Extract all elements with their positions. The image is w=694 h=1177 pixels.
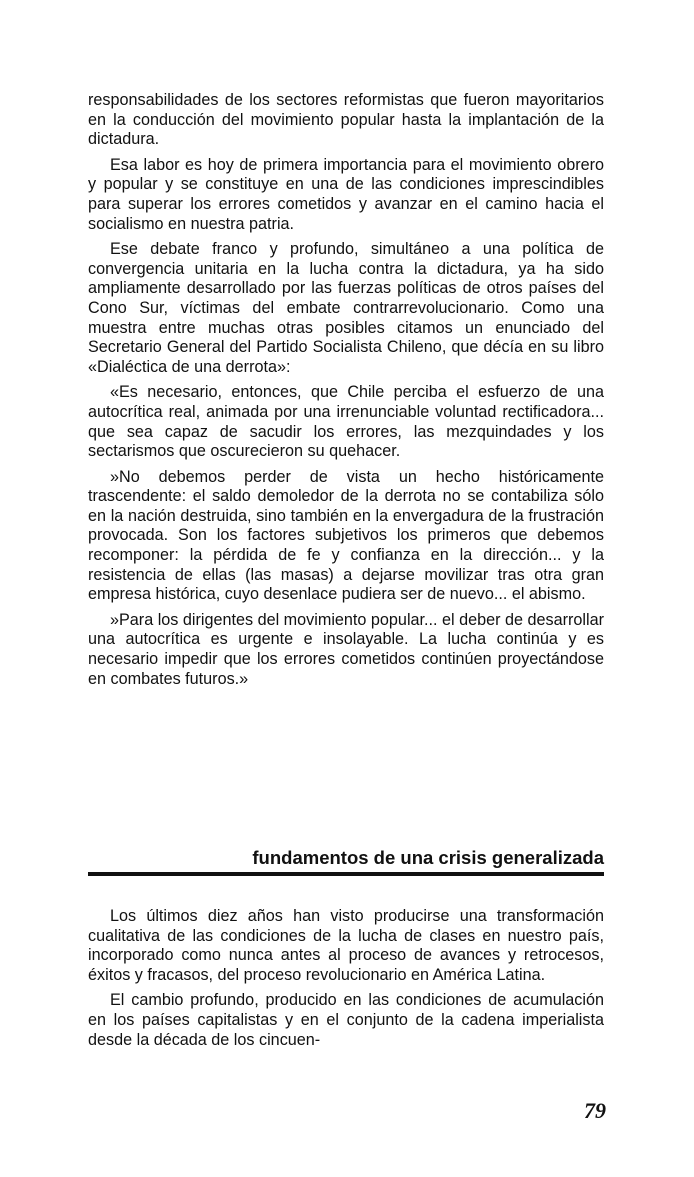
quote-paragraph: »Para los dirigentes del movimiento popular... el deber de desarrollar una autocrítica es urgente e insolayable. La lucha continúa y es necesario impedir que los errores cometidos continúen proyectándose en combates futuros.» [88, 610, 604, 688]
body-text-bottom [88, 907, 604, 1056]
quote-paragraph: »No debemos perder de vista un hecho históricamente trascendente: el saldo demoledor de la derrota no se contabiliza sólo en la nación destruida, sino también en la envergadura de la frustración provocada. Son los factores subjetivos los primeros que debemos recomponer: la pérdida de fe y confianza en la dirección... y la resistencia de ellas (las masas) a dejarse movilizar tras otra gran empresa histórica, cuyo desenlace pudiera ser de nuevo... el abismo. [88, 467, 604, 604]
page-number: 79 [584, 1098, 606, 1123]
paragraph: Esa labor es hoy de primera importancia para el movimiento obrero y popular y se constituye en una de las condiciones imprescindibles para superar los errores cometidos y avanzar en el camino hacia el socialismo en nuestra patria. [88, 155, 604, 233]
heading-rule [88, 872, 604, 876]
quote-paragraph: «Es necesario, entonces, que Chile perciba el esfuerzo de una autocrítica real, animada por una irrenunciable voluntad rectificadora... que sea capaz de sacudir los errores, las mezquindades y los sectarismos que oscurecieron su quehacer. [88, 383, 604, 461]
paragraph: Los últimos diez años han visto producirse una transformación cualitativa de las condiciones de la lucha de clases en nuestro país, incorporado como nunca antes al proceso de avances y retrocesos, éxitos y fracasos, del proceso revolucionario en América Latina. [88, 907, 604, 984]
paragraph: El cambio profundo, producido en las condiciones de acumulación en los países capitalistas y en el conjunto de la cadena imperialista desde la década de los cincuen- [88, 991, 604, 1049]
paragraph: Ese debate franco y profundo, simultáneo a una política de convergencia unitaria en la lucha contra la dictadura, ya ha sido ampliamente desarrollado por las fuerzas políticas de otros países del Cono Sur, víctimas del embate contrarrevolucionario. Como una muestra entre muchas otras posibles citamos un enunciado del Secretario General del Partido Socialista Chileno, que décía en su libro «Dialéctica de una derrota»: [88, 240, 604, 376]
section-heading: fundamentos de una crisis generalizada [252, 847, 604, 868]
body-text-top [88, 91, 604, 695]
paragraph: responsabilidades de los sectores reformistas que fueron mayoritarios en la conducción del movimiento popular hasta la implantación de la dictadura. [88, 91, 604, 149]
